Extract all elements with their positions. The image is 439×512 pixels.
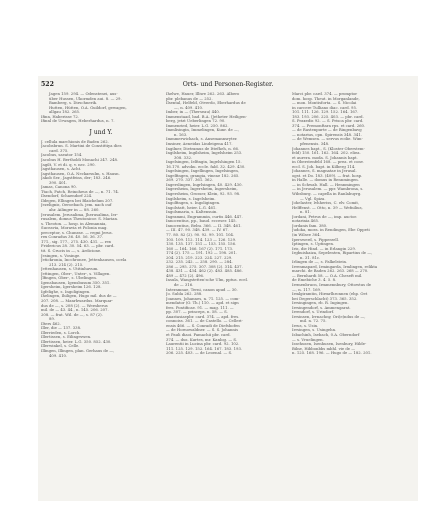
index-entry-line: berg, jetzt Ueberlingen 72. 90. (166, 119, 226, 124)
index-entry-line: ensis 466. — S. Conradi de Diefshofen (166, 323, 240, 328)
index-entry-line: Irlingen de —, s. Falkelstein. (292, 260, 348, 265)
index-entry-line: Joannes, Johannes, n. 71. 125. — com- (166, 296, 240, 301)
index-entry-line: n. 125. 168. 196. — Hugo de — 182. 201. (292, 351, 372, 356)
index-entry-line: Irrenmapard, Irmingarda, Irmlingen, relikta (292, 264, 378, 269)
index-entry-line: Wibsburg. — capella in Ranlabuyrg. (292, 192, 362, 197)
index-entry-line: Helffenst. — Otto, n. 39 — Wefnilius, (292, 205, 363, 210)
index-entry-line: — Bernhardi 58. — O.A. Cheseft mil. (292, 273, 363, 278)
index-entry-line: 16.170. advoku. eccle. fald. 32. 429. 430. (166, 164, 246, 169)
index-entry-line: Immlisingin, Immelingen, Kunr. de —, (166, 128, 239, 133)
index-entry-line: Jagsthausen, O.A. Neckarsulm, s. Hausn. (41, 171, 120, 176)
index-entry-line: — mon. Montisforta. — S. Nicolai (292, 101, 357, 106)
index-entry-line: Illertissen, s. Eilingrswen. (41, 335, 92, 340)
index-entry-line: allgau 182. 265. (49, 110, 81, 115)
index-entry-line: 171., sig. 177., 275. 430. 431. — rex (41, 239, 111, 244)
index-entry-line: 208. — frat. Wil. de —, s. 87 (2). (41, 312, 103, 317)
index-entry-line: Iperswerd, s. Pipperzell. (292, 237, 340, 242)
index-entry-line: Interamnae, Terni, canon apud — 30. (166, 287, 238, 292)
index-entry-line: fres. Pontificae. 91. — mag. 111. — (166, 305, 234, 310)
index-entry-line: 308. 332. (174, 155, 193, 160)
index-entry-line: rusalem, domus Theutonicor. S. Marian. (41, 217, 119, 222)
index-entry-line: pbr. plebanus de — 252. (166, 96, 213, 101)
index-entry-line: Igfelighe, s. Ingoligingen. (41, 289, 91, 294)
index-entry-line: Issehusen, Isenhusen, Isenbury, Hilde- (292, 342, 367, 347)
index-entry-line: Insula, Wangstetten'sche Ulm, pptus. ecel. (166, 278, 249, 283)
index-entry-line: n. 31. 81c. (300, 255, 321, 260)
index-entry-line: notarinia 465. (292, 219, 320, 224)
index-entry-line: Ingilner, Dietramus de Ittefheh, n. 66. (166, 146, 240, 151)
index-entry-line: Ingilsheim, s. Ingelsheim. (166, 196, 216, 201)
index-entry-line: Ttach, Patch, Reinoheus de —, n. 71. 74. (41, 189, 120, 194)
index-entry-line: marchi. de Baden 262. 263. 268 — 270. (292, 269, 369, 274)
index-entry-line: 105. 109. 112. 114. 123 — 126. 129. (166, 237, 237, 242)
index-entry-line: Imber, in — (Therseau) 440. (166, 110, 221, 115)
index-entry-line: mil. n. 72. 75. (300, 319, 327, 324)
index-entry-line: (in Wilsee 364. (292, 232, 321, 237)
index-entry-line: Jerusalem. Jerusalima, Jherusalima, Ier- (41, 212, 118, 217)
index-entry-line: Fridericus 28. 30. 54. 63. — pbr. card. (41, 244, 115, 249)
index-entry-line: Laurentii in Lucina pbr. card. 92. 102. (166, 342, 240, 347)
index-entry-line: Irgbuishaiza, Sepelenten, Ripartins de —, (292, 251, 373, 256)
index-entry-line: 390. 401. (49, 180, 68, 185)
index-entry-line: 206. 225. 403. — de Leoenal. — S. (166, 351, 233, 356)
index-entry-line: Isbachinh, Isebach, 0.A. Oberndorf (292, 332, 360, 337)
index-entry-line: Innocentius, Bebu. 366. — II. 348. 461. (166, 223, 242, 228)
index-entry-line: in carcere Tulliano diac. card. 95. (292, 105, 358, 110)
index-entry-line: Bilne, Hibbonbbs mbhl. vie de — (292, 346, 356, 351)
index-entry-line: Jesingen, s. Vosinge. (41, 253, 81, 258)
index-entry-line: Igensbausen, Igensbusum 350. 351. (41, 280, 111, 285)
index-entry-line: ahr. Ailinger in — 88. 260. (49, 208, 100, 213)
index-entry-line: Illerrieden, s. Lorch. (41, 330, 81, 335)
index-entry-line: Jagilt, V. et di. q. v. nec. 290. (41, 162, 96, 167)
index-entry-line: Jezelignis, Oeroebach. jem. nach ouf (41, 203, 112, 208)
index-entry-line: 374. — Premonftara rps. et card. 260. (292, 123, 366, 128)
index-entry-line: S. Praxedis 92. — S. Prisca pbr. card. (292, 119, 364, 124)
index-entry-line: Jamas, Canona 90. (41, 185, 77, 190)
index-entry-line: Ingolfingen, s. Ingoligingen. (166, 201, 221, 206)
index-entry-line: Jagen 159. 294. — Odenstenei, aus- (49, 92, 118, 96)
index-entry-line: Johelaster, Ivhheriss, C. elv. Comit, (292, 201, 360, 206)
index-entry-line: Ingersheim, Grosser, Klein, 92. 93. 98. (166, 192, 241, 197)
index-entry-line: Iris, die Hind. — in Erlangin 229. (292, 246, 356, 251)
index-entry-line: — III. 47. 90. 348. 439. — IV. 67. (166, 228, 229, 233)
index-entry-line: 89. (49, 317, 56, 322)
index-entry-line: Irrsingen, s. Usingehn. (292, 328, 337, 333)
index-entry-line: eccl. S. Joh. bapt. in Kilberg 114. (292, 164, 356, 169)
index-entry-line: —, n. 117. 169. (292, 287, 322, 292)
index-entry-line: Illertissen, heier. L.G. 350. 852. 430. (41, 339, 112, 344)
index-entry-line: 183. 193. 206. 225. 403. — pbr. card. (292, 114, 364, 119)
index-entry-line: Irmlgiramtin, Hirmrlhronnen (ehp. Oet (292, 292, 368, 297)
index-entry-line: —, n. 409. 410. (174, 105, 204, 110)
index-entry-line: Ihelingen, Ihiligen, Hugo mil. dus de — (41, 294, 117, 299)
index-entry-line: Ingelsingen, Ielfingin, Ingelshingen 15. (166, 160, 242, 165)
index-entry-line: Jetickronia, Incchronee, Jettenhausen, ocela (41, 258, 127, 263)
index-entry-line: mil. de — 43. 44., n. 145. 206. 207. (41, 308, 109, 313)
index-entry-line: — in Jerusalem. — ppr. Wambrona, s. (292, 187, 364, 192)
index-entry-line: et aurera. moda. S. Johannis bapt. (292, 155, 358, 160)
index-entry-line: Ingolsmaria, s. Kaltensuin. (166, 210, 218, 215)
index-entry-line: Irrsinsen, Irrnachny, Ori(e)ndus de —, (292, 314, 366, 319)
index-entry-line: Ingrammi, Engrammin, curtis 446. 447. (166, 214, 243, 219)
index-entry-line: 174 (2). 175 — 191. 192 — 198. 201. (166, 251, 237, 256)
index-entry-line: Ihelwe, Hauer, Illiwe 262. 263. Albero (166, 92, 240, 96)
index-entry-line: 204. 215. 219. 223. 224. 227. 229. (166, 255, 233, 260)
index-entry-line: 130. 135. 137. 151 — 153. 155. 156. (166, 242, 237, 247)
index-entry-line: — de Rastenpurte — de Ringenbavg (292, 128, 362, 133)
index-entry-line: Ingersheim, Ingersheim, Ingersheim, (166, 187, 238, 192)
index-entry-line: — de Wemsen. — servus ecdie. Wim- (292, 137, 363, 142)
index-entry-line: Irrsingendorf, s. Ammengarat. (292, 305, 351, 310)
index-entry-line: Marci pbr. card. 374. — promptor (292, 92, 358, 96)
index-entry-line: Immmerwichach, s. Ansemannsryter. (166, 137, 238, 142)
running-title: Orts- und Personen-Register. (182, 81, 274, 88)
index-entry-line: rex Conradus 36. 40. 56. 36. 37. (41, 235, 104, 240)
index-entry-line: de — 316. (174, 282, 194, 287)
index-entry-line: — s. Vruelingen. (292, 337, 324, 342)
index-entry-line: 77. 80. 82 (2). 90. 92. 99. 101. 104. (166, 232, 235, 237)
index-entry-line: de Emebiche 3. 4. 5. 8. (292, 278, 337, 283)
index-entry-line: J. cellula marchionis de Baden 262. (41, 139, 109, 144)
index-entry-line: Ildegen, Ellingen bei Blaichelum 207. (41, 198, 114, 203)
index-entry-line: Jacobus H. Bertholdi Monachi 247. 248. (41, 158, 119, 163)
index-entry-line: Ilsental, Helfeld, Otverdo, Eberhardus de (166, 101, 246, 106)
index-entry-line: Johannes bapt., S. (Kloster Oberstem- (292, 146, 365, 151)
index-entry-line: Igersheim, Igersheim 126. 128. (41, 285, 102, 290)
index-entry-line: Jettingen, Ober-, Unter-, s. Villagen. (41, 271, 111, 276)
index-entry-line: Innocentius, pp., baud. ecceser. 145. (166, 219, 237, 224)
index-entry-line: — de Hornowaldner. — S. S. Johannis (166, 328, 239, 333)
index-entry-line: Jettenhausen, s. Utitinhuvum. (41, 267, 99, 272)
index-entry-line: ogst. et Do. 183. (409). — frat. hosp. (292, 173, 363, 178)
index-entry-line: Judoka, mora. in Rendingen, Ebe Oppeti (292, 228, 370, 233)
index-entry-line: Hutten, Hütten, O.A. Guildorf, gewagen, (49, 105, 127, 110)
index-entry-line: Bamberg, s. Dirschnerik. (49, 101, 98, 106)
index-entry-line: Ilters 462. (41, 321, 61, 326)
index-entry-line: Jlfingen, Ober-, s. Ubelingen. (41, 276, 97, 281)
index-entry-line: Ingilsheim, Ingilsheim, Ingelsheim 253. (166, 151, 243, 156)
index-entry-line: Jakob Ser., Jagstfeins, der; 183. 246. (41, 176, 112, 181)
index-entry-line: tit. S. Crucis in —, s. Ardicione. (41, 248, 102, 253)
index-entry-line: Anastasiaepbr. card. 374. — apd. fres. (166, 314, 240, 319)
index-entry-line: n. 81. (300, 210, 311, 215)
index-entry-line: Iller, die — 137. 338. (41, 326, 82, 331)
index-entry-line: Jacobsbrun. S. Martini de Constittiya dies (41, 144, 122, 149)
index-column-3 (292, 92, 412, 356)
index-entry-line: Immenstaad, bad. B.A. (Jetheter Heiligen- (166, 114, 247, 119)
index-entry-line: 374. — dus. Kurtes, mr. Kanlog. — S. (166, 337, 238, 342)
index-entry-line: — notarius, cpn. Spirensis 348. 341. (292, 132, 362, 137)
index-entry-line: Ingerslingen, Ingrlsingen, 40. 429. 430. (166, 182, 243, 187)
index-entry-line: Illerwinkel, s. Celle. (41, 344, 80, 349)
index-entry-line: Ingelfingen, grangia, vineae 182. 265. (166, 173, 240, 178)
index-entry-line: s. Theoton. — hosp. in Alemannia, (41, 221, 107, 226)
index-entry-line: über Hussen, Ukormden aui. 8. — 29. (49, 96, 122, 101)
index-entry-line: Suceavia, Moravia et Polonia mag. (41, 226, 108, 231)
index-entry-line: Immenried, heier. L.G. 250. 862. (166, 123, 229, 128)
index-entry-line: feld) 150. 161. 162. 164. 202. eliea. (292, 151, 361, 156)
index-entry-line: Irrsingingen, rb. R. Ingingen. (292, 301, 349, 306)
index-entry-line: Illingen, Illingen, plan. Gerhaus de —, (41, 348, 115, 353)
register-page (38, 76, 418, 501)
index-entry-line: — in Schwab. Hall. — Hennmingen (292, 182, 360, 187)
index-entry-line: pfenensis. 348. (300, 142, 330, 147)
index-entry-line: Iptingen, s. Uptingen. (292, 242, 335, 247)
index-entry-line: et Pauli diaoi. Pamachii pbr. card. (166, 332, 231, 337)
index-entry-line: Johannes, S. magnatae in Jerusal. (292, 169, 357, 174)
index-entry-line: n. 163. (174, 132, 188, 137)
index-entry-line: pp. 307. — princeps, n. 58. — S. (166, 310, 228, 315)
index-entry-line: Ifinnl de Urwagen, Heberhardus, n. 7. (41, 119, 115, 124)
index-entry-line: Ingelsingen, Ingellingen, Ingelsingen, (166, 169, 240, 174)
page-number: 522 (41, 81, 54, 88)
index-entry-line: 213. 214 (2). 215. (49, 262, 84, 267)
page-header (38, 79, 418, 91)
index-entry-line: 286 — 295. 275. 307. 308 (2). 314. 437. (166, 264, 243, 269)
index-column-1 (41, 92, 161, 358)
index-entry-line: bei Degerschlacht) 373. 365. 352. (292, 296, 358, 301)
index-entry-line: dom. hosp. Theut. in Morganlande, (292, 96, 360, 101)
index-entry-line: 269. 270. 337. 361. 362. (166, 178, 214, 183)
index-entry-line: card. 375. (49, 148, 69, 153)
index-entry-line: Jordanis fam. 380. (292, 223, 328, 228)
section-heading: J und Y. (89, 128, 113, 136)
index-entry-line: dus de —, s. 208 (2). — Wernherus (41, 303, 108, 308)
index-entry-line: in Halle. — domus in Rennmingen. (292, 178, 359, 183)
index-entry-line: Jagsthausen, s. Acht. (41, 167, 82, 172)
index-entry-line: 232. 235. 242. — 258. 290. — 284. (166, 260, 233, 265)
index-entry-line: Jordani, Petrus de —, imp. auctor. (292, 214, 357, 219)
index-entry-line: 101. 111. 126. 129. 152. 164. 167. (292, 110, 359, 115)
index-entry-line: Ingolstatt, heier. L.G. 461. (166, 205, 217, 210)
index-column-2 (166, 92, 286, 356)
index-entry-line: Ifinn, Haberisse 72. (41, 114, 80, 119)
index-entry-line: Ilsendorf, Schaendorf 224. (41, 194, 93, 199)
index-entry-line: 489 — 472 (2). 496. (166, 273, 205, 278)
index-entry-line: in Oberstenfeld 168. — prea. et conv. (292, 160, 364, 165)
index-entry-line: 438. 431 — 434. 462 (2). 483. 485. 486. (166, 269, 243, 274)
index-entry-line: Imsiner, Aeneidas Lindeigena 417. (166, 142, 233, 147)
index-entry-line: Irrendorf, s. Urindorf. (292, 310, 335, 315)
index-entry-line: mendator (O. Th.) 110. — apd. et sign (166, 301, 239, 306)
index-entry-line: 207. 208. — Manrhwardus. Marquar- (41, 298, 113, 303)
index-entry-line: Jacobus, saeator 154. (41, 153, 83, 158)
index-entry-line: Irrmenbrucn, Irmmennbury, Ottowtus de (292, 282, 372, 287)
index-entry-line: 409. 410. (49, 353, 68, 358)
index-entry-line: Jo. Subla 262. 288. (166, 292, 203, 297)
index-entry-line: 111. 125. 129. 152. 164. 167. 183. 193. (166, 346, 243, 351)
index-entry-line: Irrus, s. Usin. (292, 323, 319, 328)
index-entry-line: connoiss. 361. — de Castello. — Celleri- (166, 319, 243, 324)
index-entry-line: preceptor, s. Chunrae. — regni Jerus. (41, 230, 113, 235)
index-entry-line: — Vgl. Spiza. (300, 196, 326, 201)
index-entry-line: 160 — 164. 166. 167 (2). 171. 173. (166, 246, 234, 251)
